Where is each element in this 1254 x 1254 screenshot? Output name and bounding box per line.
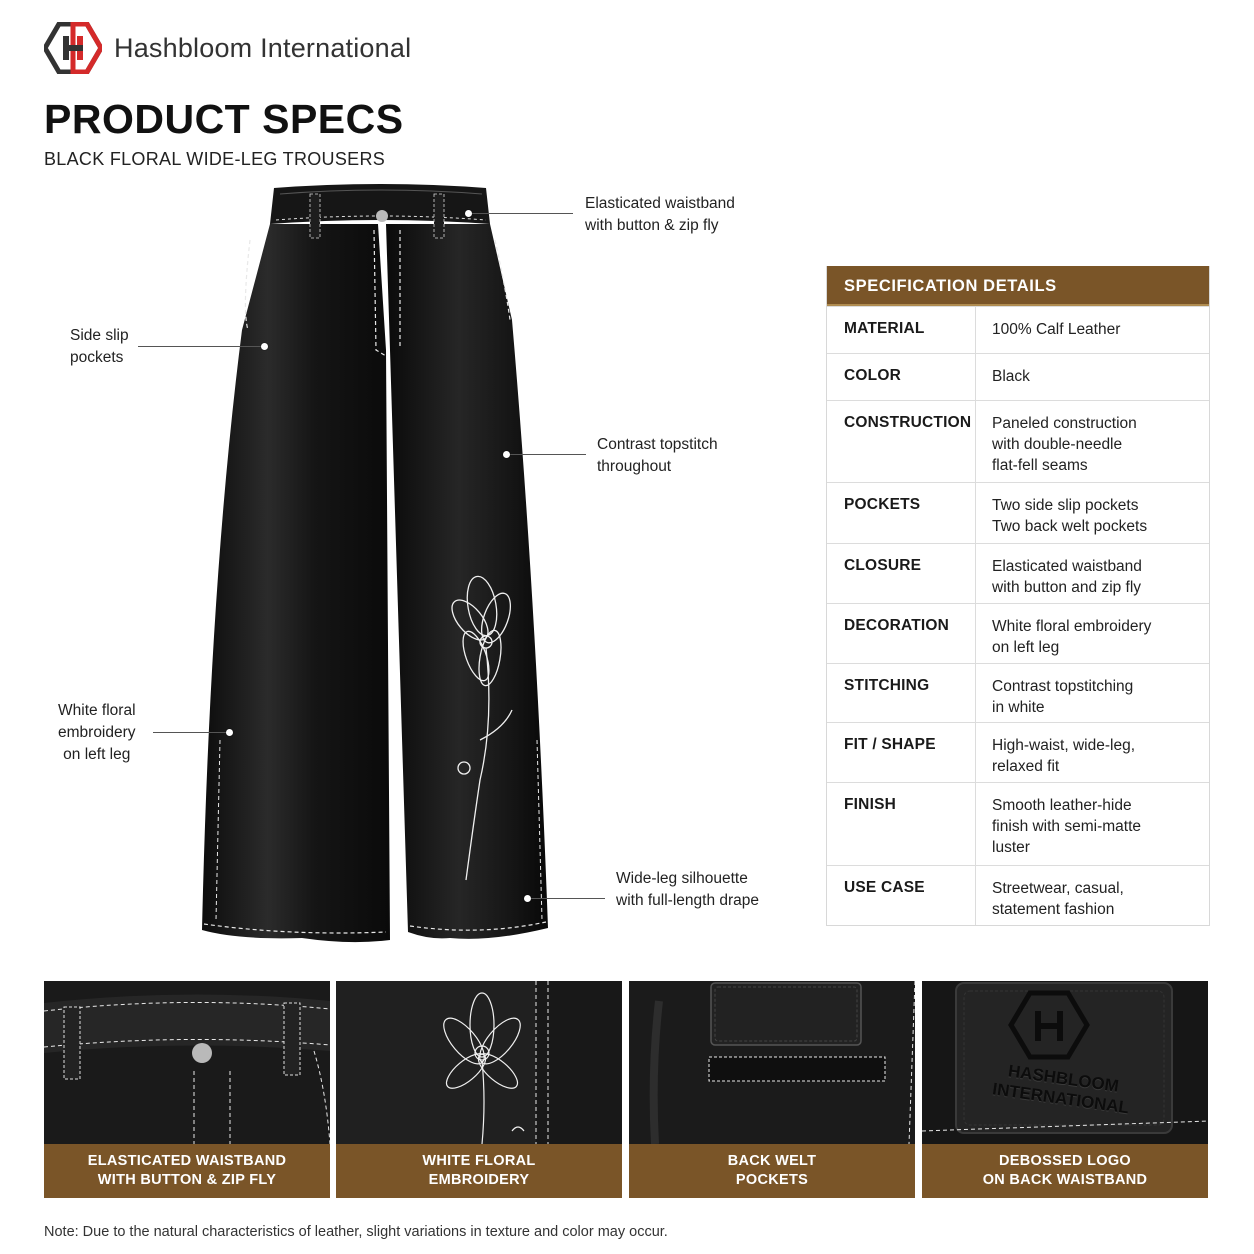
brand-name: Hashbloom International bbox=[114, 32, 412, 63]
brand-header bbox=[44, 22, 411, 74]
spec-label: MATERIAL bbox=[827, 307, 976, 353]
spec-row-color bbox=[827, 353, 1209, 400]
side-pockets-dot bbox=[261, 343, 268, 350]
callout-embroidery: White floral embroidery on left leg bbox=[58, 702, 136, 763]
spec-label: FIT / SHAPE bbox=[827, 723, 976, 782]
detail-caption: WHITE FLORAL EMBROIDERY bbox=[336, 1144, 622, 1198]
silhouette-dot bbox=[524, 895, 531, 902]
spec-label: USE CASE bbox=[827, 866, 976, 925]
callout-topstitch: Contrast topstitch throughout bbox=[597, 436, 718, 475]
embroidery-leader bbox=[153, 732, 227, 733]
callout-silhouette: Wide-leg silhouette with full-length drape bbox=[616, 870, 760, 909]
trousers-product-image bbox=[190, 180, 570, 960]
waistband-dot bbox=[465, 210, 472, 217]
spec-label: CLOSURE bbox=[827, 544, 976, 603]
spec-row-construction bbox=[827, 400, 1209, 482]
detail-caption: DEBOSSED LOGO ON BACK WAISTBAND bbox=[922, 1144, 1208, 1198]
spec-value: Elasticated waistband with button and zip fly bbox=[992, 558, 1142, 596]
callout-side-pockets: Side slip pockets bbox=[70, 327, 129, 366]
detail-caption: ELASTICATED WAISTBAND WITH BUTTON & ZIP FLY bbox=[44, 1144, 330, 1198]
spec-label: STITCHING bbox=[827, 664, 976, 722]
detail-caption: BACK WELT POCKETS bbox=[629, 1144, 915, 1198]
spec-value: Contrast topstitching in white bbox=[992, 678, 1134, 716]
spec-value: 100% Calf Leather bbox=[992, 321, 1121, 338]
side-pockets-leader bbox=[138, 346, 262, 347]
spec-value: Smooth leather-hide finish with semi-matte luster bbox=[992, 797, 1142, 856]
detail-embroidery-image bbox=[336, 981, 622, 1144]
spec-value: Paneled construction with double-needle flat-fell seams bbox=[992, 415, 1137, 474]
detail-embroidery bbox=[336, 981, 622, 1198]
spec-row-fit-shape bbox=[827, 722, 1209, 782]
spec-row-closure bbox=[827, 543, 1209, 603]
spec-value: Two side slip pockets Two back welt pockets bbox=[992, 497, 1148, 535]
debossed-logo-text: HASHBLOOM INTERNATIONAL bbox=[991, 1061, 1131, 1118]
spec-label: DECORATION bbox=[827, 604, 976, 663]
detail-waistband bbox=[44, 981, 330, 1198]
spec-row-stitching bbox=[827, 663, 1209, 722]
detail-debossed-logo-image bbox=[922, 981, 1208, 1144]
embroidery-dot bbox=[226, 729, 233, 736]
topstitch-leader bbox=[510, 454, 586, 455]
footnote: Note: Due to the natural characteristics of leather, slight variations in texture and color may occur. bbox=[44, 1224, 668, 1240]
spec-row-finish bbox=[827, 782, 1209, 865]
silhouette-leader bbox=[531, 898, 605, 899]
detail-waistband-image bbox=[44, 981, 330, 1144]
spec-value: White floral embroidery on left leg bbox=[992, 618, 1152, 656]
callout-waistband: Elasticated waistband with button & zip fly bbox=[585, 195, 735, 234]
hexagon-h-logo-icon bbox=[44, 22, 102, 74]
spec-value: Streetwear, casual, statement fashion bbox=[992, 880, 1124, 918]
spec-table-heading: SPECIFICATION DETAILS bbox=[827, 266, 1209, 306]
topstitch-dot bbox=[503, 451, 510, 458]
spec-row-decoration bbox=[827, 603, 1209, 663]
spec-row-use-case bbox=[827, 865, 1209, 925]
detail-back-pockets-image bbox=[629, 981, 915, 1144]
spec-label: COLOR bbox=[827, 354, 976, 400]
spec-row-pockets bbox=[827, 482, 1209, 543]
spec-value: Black bbox=[992, 368, 1030, 385]
spec-label: POCKETS bbox=[827, 483, 976, 543]
detail-back-pockets bbox=[629, 981, 915, 1198]
spec-row-material bbox=[827, 306, 1209, 353]
detail-debossed-logo bbox=[922, 981, 1208, 1198]
product-subtitle: BLACK FLORAL WIDE-LEG TROUSERS bbox=[44, 149, 386, 169]
page-title: PRODUCT SPECS bbox=[44, 96, 404, 142]
spec-value: High-waist, wide-leg, relaxed fit bbox=[992, 737, 1135, 775]
specification-table bbox=[826, 266, 1210, 926]
spec-label: FINISH bbox=[827, 783, 976, 865]
waistband-leader bbox=[471, 213, 573, 214]
spec-label: CONSTRUCTION bbox=[827, 401, 976, 482]
